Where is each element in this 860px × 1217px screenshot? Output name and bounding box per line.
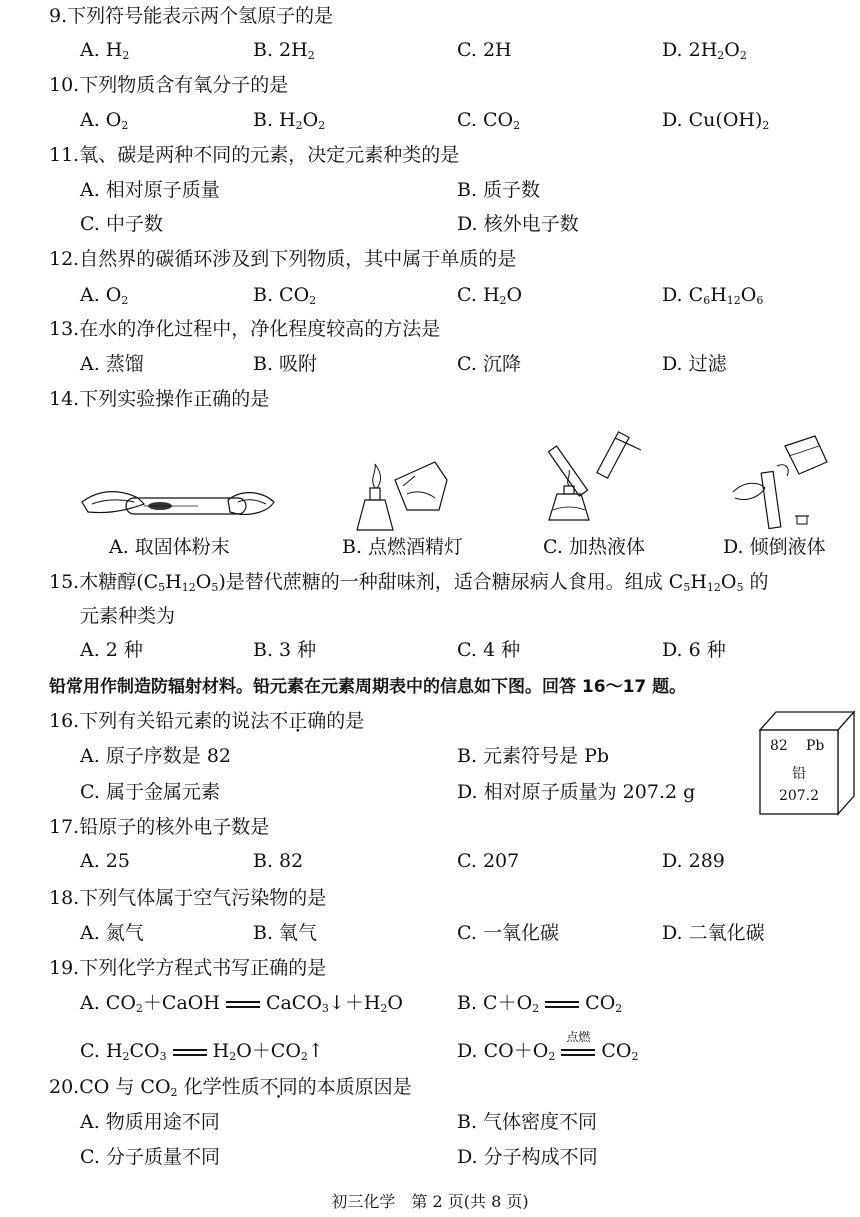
element-tile-lead xyxy=(758,708,858,818)
q16-option-b: B. 元素符号是 Pb xyxy=(457,745,610,767)
q20-option-d: D. 分子构成不同 xyxy=(457,1146,598,1168)
q18-option-a: A. 氮气 xyxy=(80,922,144,944)
q14-caption-a: A. 取固体粉末 xyxy=(109,536,230,558)
q12-option-d: D. $C_6H_{12}O_6$ xyxy=(662,284,764,307)
element-symbol: Pb xyxy=(806,738,825,754)
q19-option-a: A. $CO_2+CaOH$ $CaCO_3↓+H_2O$ xyxy=(80,992,403,1015)
q10-option-d: D. $Cu(OH)_2$ xyxy=(662,109,770,132)
q20-option-b: B. 气体密度不同 xyxy=(457,1111,598,1133)
element-name: 铅 xyxy=(792,766,806,782)
q9-option-a: A. $H_2$ xyxy=(80,39,130,62)
q14-caption-d: D. 倾倒液体 xyxy=(723,536,826,558)
element-number: 82 xyxy=(770,738,788,754)
figure-heat-liquid xyxy=(545,430,655,535)
figure-light-lamp xyxy=(355,450,465,535)
q12-option-b: B. $CO_2$ xyxy=(253,284,317,307)
q18-option-c: C. 一氧化碳 xyxy=(457,922,559,944)
q18-option-b: B. 氧气 xyxy=(253,922,318,944)
q12-stem: 12.自然界的碳循环涉及到下列物质，其中属于单质的是 xyxy=(49,248,517,270)
q14-caption-b: B. 点燃酒精灯 xyxy=(342,536,464,558)
q14-caption-c: C. 加热液体 xyxy=(543,536,645,558)
q20-stem: 20.CO 与 $CO_2$ 化学性质不同的本质原因是 xyxy=(49,1076,412,1099)
q17-option-d: D. 289 xyxy=(662,850,725,872)
q20-option-a: A. 物质用途不同 xyxy=(80,1111,220,1133)
q12-option-a: A. $O_2$ xyxy=(80,284,129,307)
q17-stem: 17.铅原子的核外电子数是 xyxy=(49,816,270,838)
q13-option-d: D. 过滤 xyxy=(662,353,727,375)
q15-option-c: C. 4 种 xyxy=(457,639,521,661)
q19-option-b: B. $C+O_2$ $CO_2$ xyxy=(457,992,623,1015)
q13-option-c: C. 沉降 xyxy=(457,353,521,375)
q9-stem: 9.下列符号能表示两个氢原子的是 xyxy=(49,5,334,27)
q17-option-a: A. 25 xyxy=(80,850,130,872)
q15-option-b: B. 3 种 xyxy=(253,639,317,661)
q15-option-d: D. 6 种 xyxy=(662,639,726,661)
q13-option-b: B. 吸附 xyxy=(253,353,318,375)
q10-option-c: C. $CO_2$ xyxy=(457,109,521,132)
q16-stem: 16.下列有关铅元素的说法不正确的是 xyxy=(49,710,365,732)
figure-pour-liquid xyxy=(725,432,835,532)
q17-option-b: B. 82 xyxy=(253,850,304,872)
q10-option-b: B. $H_2O_2$ xyxy=(253,109,326,132)
q13-option-a: A. 蒸馏 xyxy=(80,353,144,375)
q18-option-d: D. 二氧化碳 xyxy=(662,922,765,944)
q17-option-c: C. 207 xyxy=(457,850,520,872)
q16-option-c: C. 属于金属元素 xyxy=(80,781,220,803)
q15-stem: 15.木糖醇$(C_5H_{12}O_5)$是替代蔗糖的一种甜味剂，适合糖尿病人食用。组成 $C_5H_{12}O_5$ 的 xyxy=(49,571,769,594)
q19-stem: 19.下列化学方程式书写正确的是 xyxy=(49,957,327,979)
q14-stem: 14.下列实验操作正确的是 xyxy=(49,388,270,410)
q11-option-d: D. 核外电子数 xyxy=(457,213,579,235)
q16-option-d: D. 相对原子质量为 207.2 g xyxy=(457,781,696,803)
q15-stem-line2: 元素种类为 xyxy=(80,605,176,627)
q13-stem: 13.在水的净化过程中，净化程度较高的方法是 xyxy=(49,318,441,340)
q9-option-c: C. 2H xyxy=(457,39,512,61)
q15-option-a: A. 2 种 xyxy=(80,639,143,661)
page-footer: 初三化学 第 2 页(共 8 页) xyxy=(331,1192,529,1211)
q11-option-c: C. 中子数 xyxy=(80,213,163,235)
q18-stem: 18.下列气体属于空气污染物的是 xyxy=(49,887,327,909)
q9-option-b: B. $2H_2$ xyxy=(253,39,315,62)
lead-intro: 铅常用作制造防辐射材料。铅元素在元素周期表中的信息如下图。回答 16～17 题。 xyxy=(49,677,687,697)
q9-option-d: D. $2H_2O_2$ xyxy=(662,39,747,62)
q19-option-d: D. $CO+O_2$ 点燃 $CO_2$ xyxy=(457,1030,639,1063)
q11-stem: 11.氧、碳是两种不同的元素，决定元素种类的是 xyxy=(49,144,460,166)
q10-stem: 10.下列物质含有氧分子的是 xyxy=(49,74,289,96)
q11-option-b: B. 质子数 xyxy=(457,179,541,201)
figure-take-powder xyxy=(78,480,278,530)
q12-option-c: C. $H_2O$ xyxy=(457,284,523,307)
q10-option-a: A. $O_2$ xyxy=(80,109,129,132)
q20-option-c: C. 分子质量不同 xyxy=(80,1146,220,1168)
element-mass: 207.2 xyxy=(778,788,820,804)
q19-condition: 点燃 xyxy=(566,1030,591,1044)
q11-option-a: A. 相对原子质量 xyxy=(80,179,220,201)
q19-option-c: C. $H_2CO_3$ $H_2O+CO_2↑$ xyxy=(80,1040,324,1063)
q16-option-a: A. 原子序数是 82 xyxy=(80,745,232,767)
